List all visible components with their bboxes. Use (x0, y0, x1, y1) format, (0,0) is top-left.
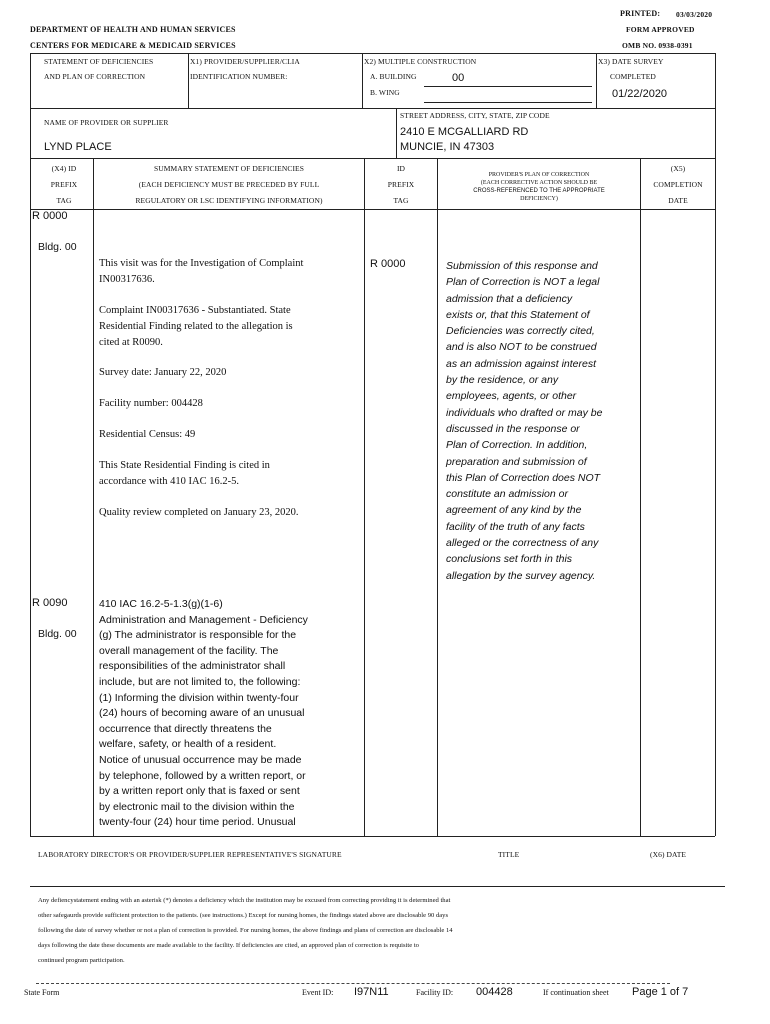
footer-dashed-line (36, 983, 670, 984)
signature-bottom-line (30, 886, 725, 887)
summary-header-3: REGULATORY OR LSC IDENTIFYING INFORMATION) (135, 196, 323, 205)
plan-header-1: PROVIDER'S PLAN OF CORRECTION (488, 172, 590, 178)
omb-number: OMB NO. 0938-0391 (622, 41, 693, 50)
facility-id-label: Facility ID: (416, 988, 454, 997)
divider (396, 108, 397, 158)
wing-underline (424, 102, 592, 103)
summary-header-1: SUMMARY STATEMENT OF DEFICIENCIES (153, 164, 304, 173)
x2-label: X2) MULTIPLE CONSTRUCTION (364, 57, 477, 66)
r0000-plan-of-correction: Submission of this response and Plan of Correction is NOT a legal admission that a deficiency exists or, that this Statement of Deficiencies was correctly cited, and is also NOT to be construed as an admission against interest by the residence, or any employees, agents, or other individuals who drafted or may be discussed in the response or Plan of Correction. In addition, preparation and submission of this Plan of Correction does NOT constitute an admission or agreement of any kind by the facility of the truth of any facts alleged or the correctness of any conclusions set forth in this allegation by the survey agency. (446, 260, 603, 582)
disclosure-footnote: Any defiencystatement ending with an asterisk (*) denotes a deficiency which the institution may be excused from correcting providing it is determined that other safegaurds provide sufficient protection to the patients. (see instructions.) Except for nursing homes, the findings stated above are disclosable 90 days following the date of survey whether or not a plan of correction is provided. For nursing homes, the above findings and plans of correction are disclosable 14 days following the date these documents are made available to the facility. If deficiencies are cited, an approved plan of correction is requisite to continued program participation. (38, 897, 453, 964)
x3-label-2: COMPLETED (610, 72, 656, 81)
r0090-bldg: Bldg. 00 (38, 628, 77, 640)
building-underline (424, 86, 592, 87)
table-top-border (30, 53, 715, 54)
divider (188, 53, 189, 108)
divider (30, 108, 715, 109)
r0000-plan-tag: R 0000 (370, 258, 406, 270)
divider (364, 158, 365, 836)
x5-header-2: COMPLETION (653, 180, 703, 189)
r0000-paragraph: Complaint IN00317636 - Substantiated. State Residential Finding related to the allegation is cited at R0090. (99, 305, 293, 348)
divider (30, 209, 715, 210)
address-label: STREET ADDRESS, CITY, STATE, ZIP CODE (400, 111, 550, 120)
form-approved: FORM APPROVED (626, 25, 695, 34)
plan-header-4: DEFICIENCY) (520, 196, 558, 202)
statement-label-2: AND PLAN OF CORRECTION (44, 72, 146, 81)
x5-header-1: (X5) (670, 164, 686, 173)
plan-header-3: CROSS-REFERENCED TO THE APPROPRIATE (473, 188, 605, 194)
r0000-paragraph: Survey date: January 22, 2020 (99, 367, 227, 378)
printed-label: PRINTED: (620, 9, 661, 18)
cms-name: CENTERS FOR MEDICARE & MEDICAID SERVICES (30, 41, 236, 50)
x4-header-1: (X4) ID (51, 164, 77, 173)
x5-header-3: DATE (668, 196, 688, 205)
event-id-label: Event ID: (302, 988, 334, 997)
r0000-tag: R 0000 (32, 210, 68, 222)
table-left-border (30, 53, 31, 836)
table-bottom-border (30, 836, 715, 837)
title-label: TITLE (498, 850, 520, 859)
summary-header-2: (EACH DEFICIENCY MUST BE PRECEDED BY FULL (138, 180, 320, 189)
director-signature-label: LABORATORY DIRECTOR'S OR PROVIDER/SUPPLIER REPRESENTATIVE'S SIGNATURE (38, 850, 342, 859)
r0000-paragraph: Residential Census: 49 (99, 429, 196, 440)
x3-label-1: X3) DATE SURVEY (598, 57, 664, 66)
survey-completed-date: 01/22/2020 (612, 88, 668, 100)
plan-header-2: (EACH CORRECTIVE ACTION SHOULD BE (480, 180, 598, 186)
provider-name-label: NAME OF PROVIDER OR SUPPLIER (44, 118, 169, 127)
building-label: A. BUILDING (370, 72, 417, 81)
printed-date: 03/03/2020 (676, 10, 713, 19)
continuation-sheet-label: If continuation sheet (543, 988, 609, 997)
id-header-3: TAG (393, 196, 409, 205)
r0090-text: 410 IAC 16.2-5-1.3(g)(1-6) Administration and Management - Deficiency (g) The administrator is responsible for the overall management of the facility. The responsibilities of the administrator shall include, but are not limited to, the following: (1) Informing the division within twenty-four (24) hours of becoming aware of an unusual occurrence that directly threatens the welfare, safety, or health of a resident. Notice of unusual occurrence may be made by telephone, followed by a written report, or by a written report only that is faxed or sent by electronic mail to the division within the twenty-four (24) hour time period. Unusual (99, 598, 308, 829)
wing-label: B. WING (370, 88, 400, 97)
x1-label-1: X1) PROVIDER/SUPPLIER/CLIA (190, 57, 300, 66)
divider (30, 158, 715, 159)
facility-id-value: 004428 (476, 986, 513, 998)
id-header-2: PREFIX (387, 180, 415, 189)
address-line-2: MUNCIE, IN 47303 (400, 141, 495, 153)
department-name: DEPARTMENT OF HEALTH AND HUMAN SERVICES (30, 25, 236, 34)
statement-label-1: STATEMENT OF DEFICIENCIES (44, 57, 154, 66)
divider (640, 158, 641, 836)
r0090-tag: R 0090 (32, 597, 68, 609)
state-form-label: State Form (24, 988, 60, 997)
event-id-value: I97N11 (354, 986, 389, 998)
page-number: Page 1 of 7 (632, 986, 689, 998)
divider (362, 53, 363, 108)
divider (437, 158, 438, 836)
provider-name: LYND PLACE (44, 141, 112, 153)
divider (93, 158, 94, 836)
x4-header-3: TAG (56, 196, 72, 205)
r0000-bldg: Bldg. 00 (38, 241, 77, 253)
r0000-paragraph: This State Residential Finding is cited in accordance with 410 IAC 16.2-5. (99, 460, 270, 487)
table-right-border (715, 53, 716, 836)
address-line-1: 2410 E MCGALLIARD RD (400, 126, 529, 138)
date-label: (X6) DATE (650, 850, 687, 859)
x4-header-2: PREFIX (50, 180, 78, 189)
r0000-paragraph: Quality review completed on January 23, 2020. (99, 507, 299, 518)
r0000-paragraph: Facility number: 004428 (99, 398, 203, 409)
building-value: 00 (452, 72, 465, 84)
r0000-paragraph: This visit was for the Investigation of Complaint IN00317636. (99, 258, 304, 285)
divider (596, 53, 597, 108)
x1-label-2: IDENTIFICATION NUMBER: (190, 72, 288, 81)
id-header-1: ID (396, 164, 406, 173)
